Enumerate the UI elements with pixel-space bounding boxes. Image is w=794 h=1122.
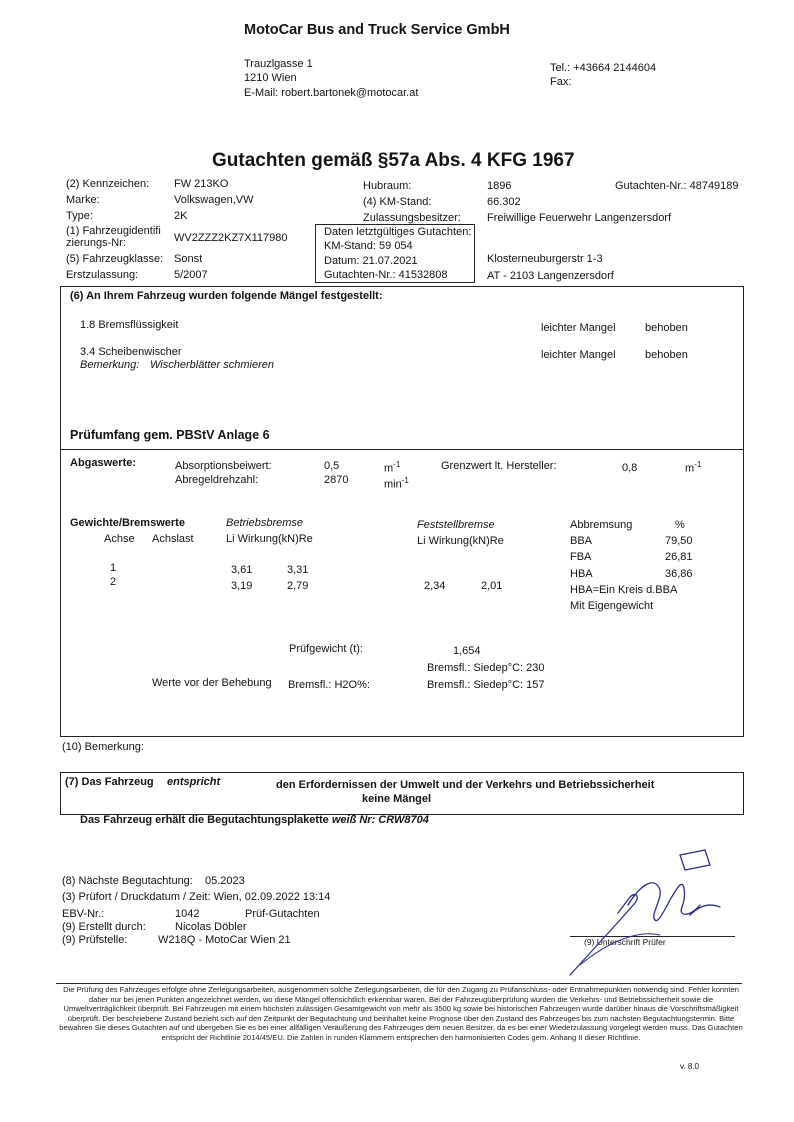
previous-header: Daten letztgültiges Gutachten: [324,226,472,238]
absorption-label: Absorptionsbeiwert: [175,460,272,472]
h2o-label: Bremsfl.: H2O%: [288,679,370,691]
plakette-value: weiß Nr: CRW8704 [331,814,429,826]
pruefort: (3) Prüfort / Druckdatum / Zeit: Wien, 02.09.2022 13:14 [62,891,331,903]
fba-label: FBA [570,551,592,563]
company-city: 1210 Wien [244,72,297,84]
mangel-2-severity: leichter Mangel [541,349,616,361]
maengel-header: (6) An Ihrem Fahrzeug wurden folgende Mängel festgestellt: [70,290,383,302]
mangel-1-status: behoben [645,322,688,334]
fba-value: 26,81 [665,551,693,563]
bba-label: BBA [570,535,593,547]
plakette-line [80,814,429,826]
mangel-1-severity: leichter Mangel [541,322,616,334]
kennzeichen-label: (2) Kennzeichen: [66,178,150,190]
grenzwert-value: 0,8 [622,462,638,474]
hba-value: 36,86 [665,568,693,580]
hba-note-2: Mit Eigengewicht [570,600,654,612]
bremsen-header: Gewichte/Bremswerte [70,517,185,529]
type-label: Type: [66,210,93,222]
col-wirkung-feststellbremse: Li Wirkung(kN)Re [417,535,504,547]
absorption-unit: $m^{-1}$ [384,460,401,475]
klasse-value: Sonst [174,253,203,265]
version: v. 8.0 [680,1062,699,1071]
drehzahl-label: Abregeldrehzahl: [175,474,259,486]
abbremsung-label: Abbremsung [570,519,633,531]
row-2-betr-li: 3,19 [231,580,253,592]
plakette-text: Das Fahrzeug erhält die Begutachtungsplakette [80,814,329,826]
pruefstelle-label: (9) Prüfstelle: [62,934,128,946]
company-street: Trauzlgasse 1 [244,58,313,70]
company-email: E-Mail: robert.bartonek@motocar.at [244,87,419,99]
km-label: (4) KM-Stand: [363,196,432,208]
footer-disclaimer: Die Prüfung des Fahrzeuges erfolgte ohne Zerlegungsarbeiten, ausgenommen solche Zerlegungsarbeiten, die für den Zugang zu Prüfanschluss- oder Entnahmepunkten notwendig sind. Fehler konnten daher nur bei jenen Punkten angezeichnet werden, wo diese Mängel offensichtlich erkennbar waren. Bei der Fahrzeugüberprüfung wurden die Verkehrs- und Betriebssicherheit sowie die Umweltverträglichkeit überprüft. Bei Fahrzeugen mit einem höchsten zulässigen Gesamtgewicht von mehr als 3500 kg sowie bei historischen Fahrzeugen wurde darüber hinaus die Vorschriftsmäßigkeit überprüft. Der beschriebene Zustand bezieht sich auf den Zeitpunkt der Begutachtung und beinhaltet keine Prognose über den Zustand des Fahrzeuges bis zum nächsten Begutachtungstermin. Bitte bewahren Sie dieses Gutachten auf und übergeben Sie es bei einer allfälligen Veräußerung des Fahrzeuges dem neuen Besitzer, da es bei einer Wiederzulassung vorgelegt werden muss. Das Gutachten entspricht der Richtlinie 2014/45/EU. Die Zahlen in runden Klammern entsprechen den harmonisierten Codes gem. Anhang II dieser Richtlinie. [59,985,743,1042]
naechste-value: 05.2023 [205,875,245,887]
percent-label: % [675,519,685,531]
hubraum-label: Hubraum: [363,180,412,192]
marke-label: Marke: [66,194,100,206]
bemerkung-10: (10) Bemerkung: [62,741,144,753]
company-fax: Fax: [550,76,572,88]
bemerkung-label: Bemerkung: [80,359,140,371]
drehzahl-unit: $\min^{-1}$ [384,476,409,491]
pruefgewicht-label: Prüfgewicht (t): [289,643,363,655]
besitzer-street: Klosterneuburgerstr 1-3 [487,253,603,265]
fin-label-2: zierungs-Nr: [66,237,126,249]
footer-divider [56,983,742,984]
erstzulassung-label: Erstzulassung: [66,269,139,281]
row-2-achse: 2 [110,576,117,588]
row-2-fest-re: 2,01 [481,580,503,592]
document-title: Gutachten gemäß §57a Abs. 4 KFG 1967 [212,150,575,171]
row-1-betr-re: 3,31 [287,564,309,576]
col-achse: Achse [104,533,135,545]
erstellt-label: (9) Erstellt durch: [62,921,146,933]
erstzulassung-value: 5/2007 [174,269,208,281]
ebv-value: 1042 [175,908,200,920]
mangel-2-name: 3.4 Scheibenwischer [80,346,182,358]
besitzer-value: Freiwillige Feuerwehr Langenzersdorf [487,212,672,224]
col-wirkung-betriebsbremse: Li Wirkung(kN)Re [226,533,313,545]
siedepunkt-1: Bremsfl.: Siedep°C: 230 [427,662,545,674]
ebv-type: Prüf-Gutachten [245,908,320,920]
previous-km: KM-Stand: 59 054 [324,240,413,252]
result-text-1: den Erfordernissen der Umwelt und der Verkehrs und Betriebssicherheit [276,779,655,791]
ebv-label: EBV-Nr.: [62,908,105,920]
row-2-fest-li: 2,34 [424,580,446,592]
hba-label: HBA [570,568,593,580]
signature-icon [560,845,740,985]
abgas-label: Abgaswerte: [70,457,137,469]
grenzwert-label: Grenzwert lt. Hersteller: [441,460,557,472]
gutachten-nr: Gutachten-Nr.: 48749189 [615,180,739,192]
result-entspricht: entspricht [167,776,221,788]
fin-label-1: (1) Fahrzeugidentifi [66,225,161,237]
mangel-2-status: behoben [645,349,688,361]
klasse-label: (5) Fahrzeugklasse: [66,253,164,265]
mangel-1-name: 1.8 Bremsflüssigkeit [80,319,179,331]
besitzer-label: Zulassungsbesitzer: [363,212,461,224]
bemerkung-value: Wischerblätter schmieren [150,359,274,371]
besitzer-city: AT - 2103 Langenzersdorf [487,270,614,282]
previous-nr: Gutachten-Nr.: 41532808 [324,269,448,281]
feststellbremse-header: Feststellbremse [417,519,495,531]
absorption-value: 0,5 [324,460,340,472]
result-label: (7) Das Fahrzeug [65,776,154,788]
row-1-achse: 1 [110,562,117,574]
pruefstelle-value: W218Q - MotoCar Wien 21 [158,934,291,946]
pruefgewicht-value: 1,654 [453,645,481,657]
drehzahl-value: 2870 [324,474,349,486]
km-value: 66.302 [487,196,521,208]
pruefumfang: Prüfumfang gem. PBStV Anlage 6 [70,428,270,442]
marke-value: Volkswagen,VW [174,194,254,206]
bba-value: 79,50 [665,535,693,547]
erstellt-value: Nicolas Döbler [175,921,247,933]
fin-value: WV2ZZZ2KZ7X117980 [174,232,288,244]
company-tel: Tel.: +43664 2144604 [550,62,657,74]
hubraum-value: 1896 [487,180,512,192]
previous-datum: Datum: 21.07.2021 [324,255,418,267]
col-achslast: Achslast [152,533,194,545]
betriebsbremse-header: Betriebsbremse [226,517,304,529]
type-value: 2K [174,210,188,222]
divider [60,449,744,450]
row-1-betr-li: 3,61 [231,564,253,576]
row-2-betr-re: 2,79 [287,580,309,592]
grenzwert-unit: $m^{-1}$ [685,460,702,475]
company-name: MotoCar Bus and Truck Service GmbH [244,22,510,38]
result-text-2: keine Mängel [362,793,432,805]
werte-vor-behebung: Werte vor der Behebung [152,677,272,689]
kennzeichen-value: FW 213KO [174,178,229,190]
signature-caption: (9) Unterschrift Prüfer [584,937,666,947]
naechste-label: (8) Nächste Begutachtung: [62,875,193,887]
siedepunkt-2: Bremsfl.: Siedep°C: 157 [427,679,545,691]
hba-note-1: HBA=Ein Kreis d.BBA [570,584,678,596]
